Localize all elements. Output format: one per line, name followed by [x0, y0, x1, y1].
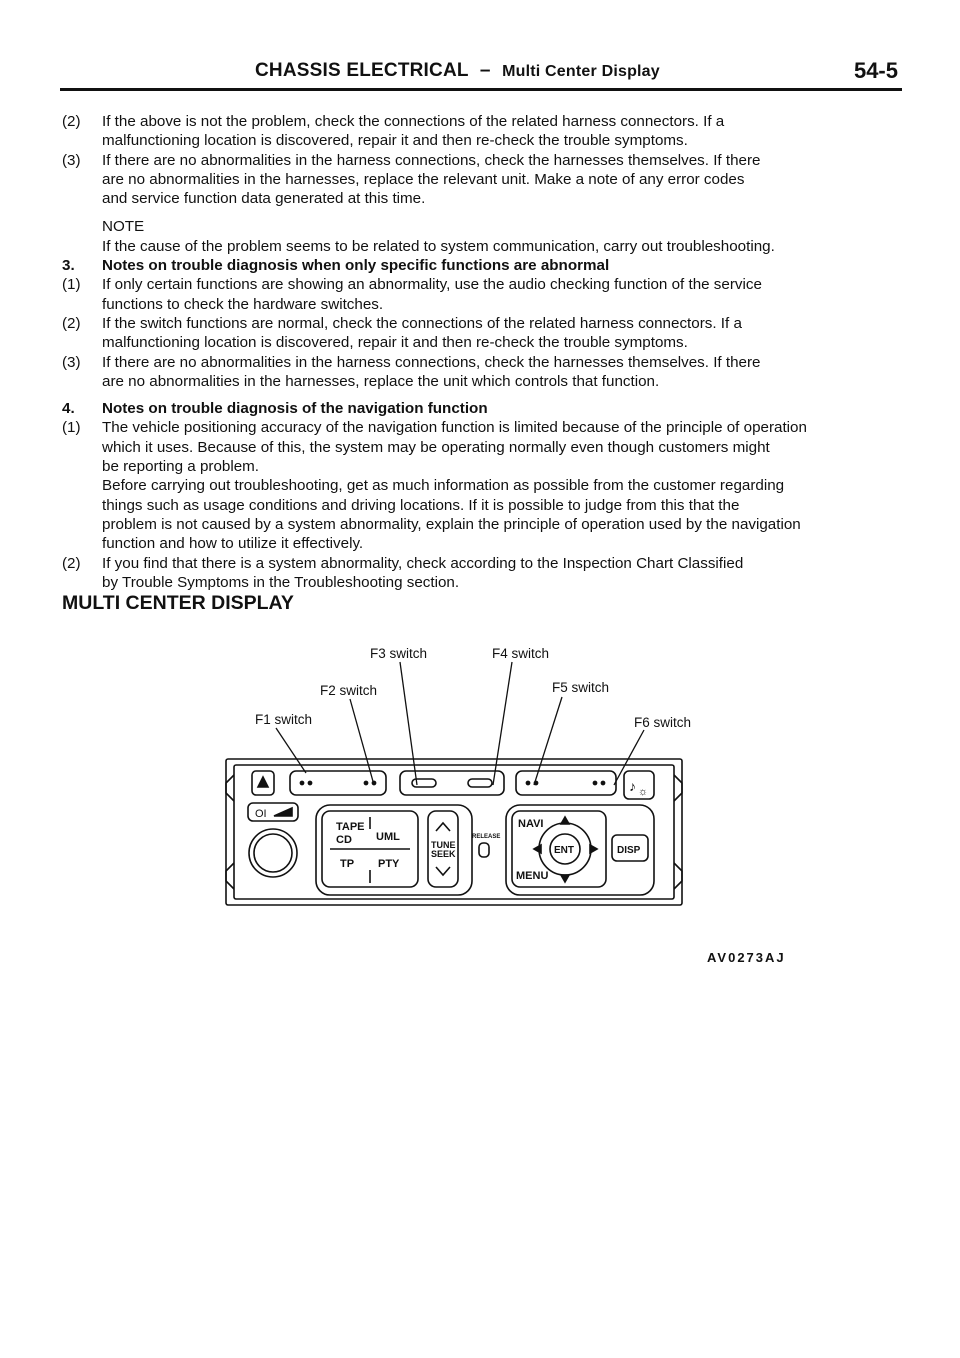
f3-switch-label: F3 switch	[370, 646, 428, 661]
gear-icon: ☼	[638, 786, 649, 798]
ent-label: ENT	[554, 845, 574, 856]
left-arrow-icon	[534, 845, 541, 853]
page-header	[60, 58, 902, 88]
note-text: If the cause of the problem seems to be related to system communication, carry out troubleshooting.	[102, 237, 775, 255]
list-item	[62, 353, 900, 392]
text-line: If there are no abnormalities in the harness connections, check the harnesses themselves. If there	[102, 151, 761, 169]
item-number: (1)	[62, 419, 81, 437]
navi-label: NAVI	[518, 818, 544, 830]
text-line: which it uses. Because of this, the system may be operating normally even though customers might	[102, 438, 770, 456]
item-number: (2)	[62, 314, 81, 332]
note-label: NOTE	[102, 218, 145, 236]
figure-code: AV0273AJ	[707, 950, 786, 965]
tune-label: TUNE	[431, 840, 456, 850]
text-line: be reporting a problem.	[102, 458, 260, 476]
text-line: by Trouble Symptoms in the Troubleshooting section.	[102, 573, 460, 591]
f4-switch-label: F4 switch	[492, 646, 550, 661]
header-title	[255, 60, 660, 82]
page-number: 54-5	[853, 58, 898, 83]
list-item	[62, 418, 900, 553]
menu-label: MENU	[516, 870, 549, 882]
list-item	[62, 275, 900, 314]
navigation-cluster	[506, 805, 654, 895]
right-arrow-icon	[590, 845, 597, 853]
text-line: If you find that there is a system abnormality, check according to the Inspection Chart Classified	[102, 554, 744, 572]
release-button[interactable]	[472, 834, 500, 857]
release-label: RELEASE	[472, 834, 501, 840]
text-line: malfunctioning location is discovered, repair it and then re-check the trouble symptoms.	[102, 132, 688, 150]
item-text	[102, 353, 900, 392]
f2-switch-label: F2 switch	[320, 683, 378, 698]
unit-body	[226, 759, 682, 905]
item-number: (2)	[62, 554, 81, 572]
uml-label: UML	[376, 831, 400, 843]
item-number: (1)	[62, 276, 81, 294]
volume-knob[interactable]	[249, 829, 297, 877]
note-block	[102, 217, 900, 256]
section-number: 3.	[62, 257, 75, 275]
pty-label: PTY	[378, 858, 400, 870]
text-line: function and how to utilize it effectively.	[102, 535, 364, 553]
volume-section	[248, 803, 298, 877]
section-heading	[62, 399, 900, 418]
down-arrow-icon	[561, 875, 569, 882]
text-line: are no abnormalities in the harnesses, replace the relevant unit. Make a note of any error codes	[102, 170, 745, 188]
f1-switch-label: F1 switch	[255, 712, 313, 727]
tape-label: TAPE	[336, 821, 365, 833]
audio-cluster	[316, 805, 472, 895]
tp-label: TP	[340, 858, 355, 870]
f6-switch-label: F6 switch	[634, 715, 692, 730]
list-item	[62, 112, 900, 151]
list-item	[62, 554, 900, 593]
header-rule	[60, 88, 902, 91]
figure-title: MULTI CENTER DISPLAY	[62, 592, 294, 614]
item-text	[102, 554, 900, 593]
list-item	[62, 151, 900, 209]
multi-center-display-diagram	[200, 635, 760, 965]
oi-label: OI	[255, 808, 267, 820]
section-title: Notes on trouble diagnosis of the navigation function	[102, 400, 488, 418]
up-arrow-icon	[561, 817, 569, 824]
text-line: functions to check the hardware switches.	[102, 295, 384, 313]
header-subsection: Multi Center Display	[502, 63, 660, 80]
seek-label: SEEK	[431, 849, 456, 859]
header-section: CHASSIS ELECTRICAL	[255, 60, 469, 81]
text-line: If only certain functions are showing an abnormality, use the audio checking function of the service	[102, 276, 762, 294]
item-text	[102, 275, 900, 314]
item-text	[102, 151, 900, 209]
item-number: (3)	[62, 353, 81, 371]
section-heading	[62, 256, 900, 275]
cd-label: CD	[336, 834, 352, 846]
item-text	[102, 112, 900, 151]
text-line: If the above is not the problem, check the connections of the related harness connectors. If a	[102, 113, 725, 130]
header-dash: –	[479, 60, 491, 81]
text-line: things such as usage conditions and driving locations. If it is possible to judge from this that the	[102, 496, 740, 514]
list-item	[62, 314, 900, 353]
disp-label: DISP	[617, 845, 641, 856]
text-line: and service function data generated at this time.	[102, 190, 426, 208]
eject-icon	[258, 777, 268, 787]
text-line: are no abnormalities in the harnesses, replace the unit which controls that function.	[102, 372, 660, 390]
section-title: Notes on trouble diagnosis when only specific functions are abnormal	[102, 257, 610, 275]
item-text	[102, 314, 900, 353]
item-number: (3)	[62, 151, 81, 169]
body-text	[62, 112, 900, 592]
music-note-icon: ♪	[629, 778, 636, 794]
f5-switch-label: F5 switch	[552, 680, 610, 695]
text-line: problem is not caused by a system abnormality, explain the principle of operation used by the navigation	[102, 515, 801, 533]
text-line: malfunctioning location is discovered, repair it and then re-check the trouble symptoms.	[102, 334, 688, 352]
top-button-row	[252, 771, 654, 799]
text-line: The vehicle positioning accuracy of the navigation function is limited because of the principle of operation	[102, 419, 807, 437]
text-line: If there are no abnormalities in the harness connections, check the harnesses themselves. If there	[102, 353, 761, 371]
item-text	[102, 418, 900, 553]
text-line: If the switch functions are normal, check the connections of the related harness connectors. If a	[102, 314, 742, 332]
text-line: Before carrying out troubleshooting, get as much information as possible from the customer regarding	[102, 477, 785, 495]
section-number: 4.	[62, 400, 75, 418]
item-number: (2)	[62, 113, 81, 130]
